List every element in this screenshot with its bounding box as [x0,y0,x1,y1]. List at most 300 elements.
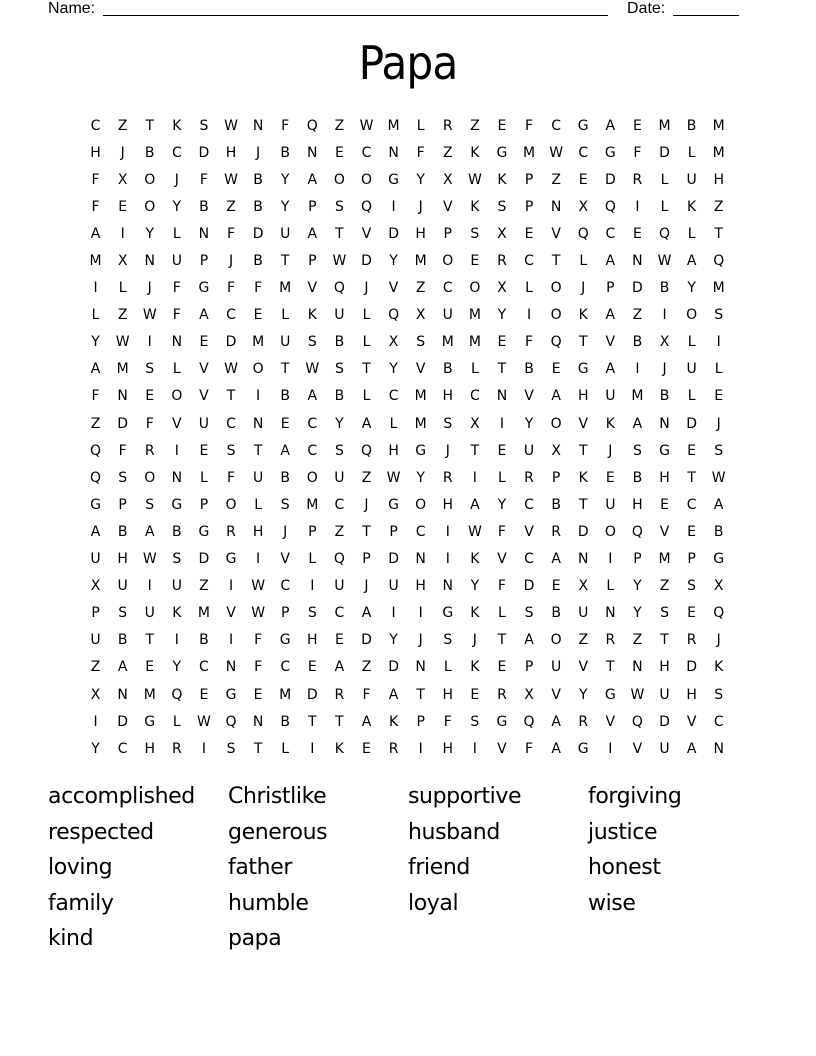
grid-letter[interactable]: D [225,334,237,351]
grid-letter[interactable]: V [605,334,616,351]
grid-letter[interactable]: J [716,632,721,649]
grid-letter[interactable]: Q [90,469,102,486]
grid-letter[interactable]: G [198,280,210,297]
grid-letter[interactable]: O [306,469,318,486]
grid-letter[interactable]: N [252,713,264,730]
grid-letter[interactable]: F [254,280,263,297]
grid-letter[interactable]: F [497,578,506,595]
grid-letter[interactable]: K [714,659,724,676]
grid-letter[interactable]: J [418,198,423,215]
grid-letter[interactable]: U [659,740,670,757]
grid-letter[interactable]: F [145,415,154,432]
grid-letter[interactable]: X [470,415,480,432]
grid-letter[interactable]: A [388,686,399,703]
grid-letter[interactable]: I [256,551,261,568]
grid-letter[interactable]: C [686,496,697,513]
grid-letter[interactable]: P [551,469,561,486]
grid-letter[interactable]: L [498,469,506,486]
grid-letter[interactable]: A [524,632,534,649]
grid-letter[interactable]: N [442,578,453,595]
grid-letter[interactable]: V [551,686,561,703]
grid-letter[interactable]: I [256,388,261,405]
grid-letter[interactable]: G [604,144,616,161]
grid-letter[interactable]: D [198,144,210,161]
grid-letter[interactable]: L [606,578,615,595]
grid-letter[interactable]: I [174,442,179,459]
grid-letter[interactable]: E [687,523,697,540]
grid-letter[interactable]: I [499,415,505,432]
grid-letter[interactable]: D [117,713,129,730]
grid-letter[interactable]: S [145,361,155,378]
grid-letter[interactable]: Q [360,198,372,215]
grid-letter[interactable]: M [252,334,265,351]
grid-letter[interactable]: T [660,632,669,649]
grid-letter[interactable]: U [171,253,182,270]
grid-letter[interactable]: B [632,469,643,486]
grid-letter[interactable]: X [578,578,589,595]
grid-letter[interactable]: W [549,144,564,161]
grid-letter[interactable]: I [120,225,125,242]
grid-letter[interactable]: S [307,334,317,351]
grid-letter[interactable]: J [228,253,234,270]
grid-letter[interactable]: C [117,740,128,757]
grid-letter[interactable]: P [524,171,534,188]
grid-letter[interactable]: Z [361,469,372,486]
grid-letter[interactable]: E [307,659,317,676]
grid-letter[interactable]: D [252,225,264,242]
grid-letter[interactable]: B [117,632,128,649]
grid-letter[interactable]: G [388,496,399,513]
grid-letter[interactable]: D [306,686,318,703]
grid-letter[interactable]: J [147,280,152,297]
grid-letter[interactable]: G [713,551,725,568]
grid-letter[interactable]: K [687,198,697,215]
grid-letter[interactable]: W [142,551,157,568]
grid-letter[interactable]: G [415,442,427,459]
grid-letter[interactable]: X [117,171,128,188]
grid-letter[interactable]: P [362,551,371,568]
grid-letter[interactable]: E [632,225,642,242]
grid-letter[interactable]: N [225,659,237,676]
grid-letter[interactable]: Z [442,144,453,161]
grid-letter[interactable]: C [469,388,480,405]
grid-letter[interactable]: V [686,713,697,730]
grid-letter[interactable]: T [362,361,371,378]
grid-letter[interactable]: E [524,225,534,242]
grid-letter[interactable]: I [662,307,667,324]
grid-letter[interactable]: O [144,469,156,486]
grid-letter[interactable]: I [228,632,234,649]
grid-letter[interactable]: T [578,442,588,459]
grid-letter[interactable]: M [441,334,454,351]
grid-letter[interactable]: V [497,551,507,568]
grid-letter[interactable]: V [524,388,534,405]
grid-letter[interactable]: U [551,659,562,676]
grid-letter[interactable]: E [578,171,588,188]
grid-letter[interactable]: H [252,523,264,540]
grid-letter[interactable]: X [713,578,724,595]
grid-letter[interactable]: V [307,280,318,297]
grid-letter[interactable]: E [605,469,615,486]
grid-letter[interactable]: B [172,523,182,540]
grid-letter[interactable]: D [198,551,210,568]
grid-letter[interactable]: Y [280,171,290,188]
grid-letter[interactable]: M [197,605,210,622]
grid-letter[interactable]: Z [90,415,101,432]
grid-letter[interactable]: C [199,659,209,676]
grid-letter[interactable]: E [551,578,561,595]
grid-letter[interactable]: M [631,388,644,405]
grid-letter[interactable]: A [361,605,372,622]
grid-letter[interactable]: E [118,198,128,215]
grid-letter[interactable]: W [386,469,401,486]
grid-letter[interactable]: Y [389,253,398,270]
grid-letter[interactable]: L [416,117,425,134]
grid-letter[interactable]: N [171,469,183,486]
grid-letter[interactable]: L [470,361,479,378]
grid-letter[interactable]: F [525,740,534,757]
grid-letter[interactable]: H [90,144,101,161]
grid-letter[interactable]: E [145,659,155,676]
grid-letter[interactable]: I [716,334,721,351]
grid-letter[interactable]: I [472,740,477,757]
grid-letter[interactable]: S [497,198,507,215]
grid-letter[interactable]: F [172,280,181,297]
grid-letter[interactable]: X [524,686,534,703]
grid-letter[interactable]: T [470,442,480,459]
grid-letter[interactable]: U [686,361,697,378]
grid-letter[interactable]: R [442,117,453,134]
grid-letter[interactable]: C [551,117,562,134]
grid-letter[interactable]: E [334,144,344,161]
grid-letter[interactable]: T [687,469,696,486]
grid-letter[interactable]: L [362,334,371,351]
grid-letter[interactable]: I [201,740,206,757]
grid-letter[interactable]: U [117,578,128,595]
grid-letter[interactable]: I [445,551,450,568]
grid-letter[interactable]: Z [415,280,426,297]
grid-letter[interactable]: Z [117,307,128,324]
grid-letter[interactable]: B [253,171,263,188]
grid-letter[interactable]: U [334,307,345,324]
grid-letter[interactable]: B [442,361,453,378]
grid-letter[interactable]: R [144,442,155,459]
grid-letter[interactable]: F [254,659,263,676]
grid-letter[interactable]: P [443,225,452,242]
grid-letter[interactable]: A [90,225,101,242]
grid-letter[interactable]: I [608,740,613,757]
grid-letter[interactable]: H [442,496,454,513]
grid-letter[interactable]: J [608,442,613,459]
grid-letter[interactable]: B [713,523,724,540]
grid-letter[interactable]: S [470,713,480,730]
grid-letter[interactable]: E [497,659,507,676]
grid-letter[interactable]: Q [333,551,345,568]
grid-letter[interactable]: B [280,388,290,405]
grid-letter[interactable]: N [198,225,210,242]
grid-letter[interactable]: T [551,253,561,270]
grid-letter[interactable]: L [687,388,696,405]
grid-letter[interactable]: H [659,659,670,676]
grid-letter[interactable]: B [632,334,643,351]
grid-letter[interactable]: T [335,225,344,242]
grid-letter[interactable]: Z [117,117,128,134]
grid-letter[interactable]: N [496,388,508,405]
grid-letter[interactable]: P [308,198,317,215]
grid-letter[interactable]: O [333,171,345,188]
grid-letter[interactable]: T [280,253,290,270]
grid-letter[interactable]: L [525,280,533,297]
grid-letter[interactable]: T [497,632,507,649]
grid-letter[interactable]: S [632,442,642,459]
grid-letter[interactable]: D [577,523,589,540]
grid-letter[interactable]: Z [551,171,561,188]
grid-letter[interactable]: N [415,551,426,568]
grid-letter[interactable]: W [224,117,238,134]
grid-letter[interactable]: I [228,578,234,595]
grid-letter[interactable]: L [91,307,100,324]
grid-letter[interactable]: D [523,578,535,595]
grid-letter[interactable]: J [256,144,261,161]
grid-letter[interactable]: L [118,280,127,297]
grid-letter[interactable]: Y [172,659,182,676]
grid-letter[interactable]: E [660,496,669,513]
grid-letter[interactable]: Q [604,198,616,215]
grid-letter[interactable]: W [467,171,482,188]
grid-letter[interactable]: F [362,686,371,703]
grid-letter[interactable]: H [442,686,454,703]
grid-letter[interactable]: R [171,740,182,757]
grid-letter[interactable]: O [442,253,454,270]
grid-letter[interactable]: O [469,280,481,297]
grid-letter[interactable]: L [660,171,669,188]
grid-letter[interactable]: M [712,117,725,134]
grid-letter[interactable]: C [713,713,724,730]
grid-letter[interactable]: Q [523,713,535,730]
grid-letter[interactable]: E [687,605,697,622]
grid-letter[interactable]: A [686,740,697,757]
grid-letter[interactable]: L [498,605,506,622]
grid-letter[interactable]: Q [360,442,372,459]
grid-letter[interactable]: W [630,686,645,703]
grid-letter[interactable]: G [90,496,101,513]
grid-letter[interactable]: Z [90,659,101,676]
grid-letter[interactable]: U [578,605,589,622]
grid-letter[interactable]: I [635,198,640,215]
grid-letter[interactable]: B [253,198,263,215]
grid-letter[interactable]: F [633,144,642,161]
grid-letter[interactable]: O [686,307,698,324]
grid-letter[interactable]: O [144,171,156,188]
grid-letter[interactable]: O [360,171,372,188]
grid-letter[interactable]: S [172,551,182,568]
grid-letter[interactable]: F [443,713,452,730]
grid-letter[interactable]: J [283,523,288,540]
grid-letter[interactable]: P [687,551,696,568]
grid-letter[interactable]: W [251,578,266,595]
grid-letter[interactable]: S [714,686,724,703]
grid-letter[interactable]: W [332,253,347,270]
grid-letter[interactable]: A [605,307,616,324]
grid-letter[interactable]: A [713,496,724,513]
grid-letter[interactable]: Q [631,713,643,730]
grid-letter[interactable]: B [551,496,561,513]
grid-letter[interactable]: U [334,469,345,486]
grid-letter[interactable]: U [280,225,291,242]
grid-letter[interactable]: E [280,415,290,432]
grid-letter[interactable]: I [472,469,477,486]
grid-letter[interactable]: Z [713,198,724,215]
grid-letter[interactable]: I [635,361,640,378]
grid-letter[interactable]: Y [389,632,398,649]
grid-letter[interactable]: C [605,225,616,242]
grid-letter[interactable]: T [145,632,155,649]
grid-letter[interactable]: R [497,253,507,270]
grid-letter[interactable]: C [280,659,291,676]
grid-letter[interactable]: D [632,280,643,297]
grid-letter[interactable]: C [171,144,182,161]
grid-letter[interactable]: O [550,632,562,649]
grid-letter[interactable]: D [361,632,372,649]
grid-letter[interactable]: Q [713,253,725,270]
grid-letter[interactable]: M [414,388,427,405]
grid-letter[interactable]: O [550,280,562,297]
grid-letter[interactable]: G [279,632,291,649]
grid-letter[interactable]: N [144,253,155,270]
grid-letter[interactable]: V [497,740,507,757]
grid-letter[interactable]: E [714,388,724,405]
grid-letter[interactable]: A [90,361,101,378]
grid-letter[interactable]: J [418,632,423,649]
grid-letter[interactable]: X [578,198,589,215]
grid-letter[interactable]: Z [578,632,589,649]
grid-letter[interactable]: M [468,307,481,324]
grid-letter[interactable]: E [497,117,507,134]
grid-letter[interactable]: J [716,415,721,432]
grid-letter[interactable]: M [387,117,400,134]
grid-letter[interactable]: A [605,253,616,270]
grid-letter[interactable]: T [226,388,236,405]
grid-letter[interactable]: L [687,144,696,161]
grid-letter[interactable]: A [334,659,345,676]
grid-letter[interactable]: I [147,334,152,351]
grid-letter[interactable]: F [525,117,534,134]
grid-letter[interactable]: M [468,334,481,351]
grid-letter[interactable]: E [497,442,507,459]
grid-letter[interactable]: H [686,686,697,703]
grid-letter[interactable]: K [578,307,588,324]
grid-letter[interactable]: U [686,171,697,188]
grid-letter[interactable]: M [523,144,536,161]
grid-letter[interactable]: M [89,253,102,270]
grid-letter[interactable]: N [117,686,128,703]
grid-letter[interactable]: B [551,605,561,622]
grid-letter[interactable]: Q [306,117,318,134]
grid-letter[interactable]: O [604,523,616,540]
grid-letter[interactable]: G [496,144,508,161]
grid-letter[interactable]: E [145,388,155,405]
grid-letter[interactable]: R [442,469,453,486]
grid-letter[interactable]: S [118,605,128,622]
grid-letter[interactable]: U [90,632,101,649]
grid-letter[interactable]: T [308,713,317,730]
grid-letter[interactable]: L [254,496,263,513]
grid-letter[interactable]: B [253,253,263,270]
grid-letter[interactable]: A [307,171,318,188]
grid-letter[interactable]: G [198,523,210,540]
grid-letter[interactable]: N [713,740,724,757]
grid-letter[interactable]: L [281,740,290,757]
grid-letter[interactable]: K [307,307,317,324]
grid-letter[interactable]: P [606,280,615,297]
grid-letter[interactable]: V [199,388,209,405]
grid-letter[interactable]: V [578,659,589,676]
grid-letter[interactable]: Y [389,361,398,378]
grid-letter[interactable]: P [308,253,317,270]
grid-letter[interactable]: G [577,361,589,378]
grid-letter[interactable]: D [686,659,697,676]
grid-letter[interactable]: T [714,225,723,242]
grid-letter[interactable]: Z [334,117,345,134]
grid-letter[interactable]: U [144,605,155,622]
grid-letter[interactable]: V [199,361,209,378]
grid-letter[interactable]: W [224,361,238,378]
grid-letter[interactable]: X [90,578,101,595]
grid-letter[interactable]: V [442,198,453,215]
grid-letter[interactable]: P [633,551,642,568]
grid-letter[interactable]: N [252,117,264,134]
grid-letter[interactable]: F [199,171,208,188]
grid-letter[interactable]: M [116,361,129,378]
grid-letter[interactable]: K [334,740,344,757]
grid-letter[interactable]: N [632,253,643,270]
grid-letter[interactable]: E [470,686,480,703]
grid-letter[interactable]: C [334,605,345,622]
grid-letter[interactable]: T [497,361,507,378]
grid-letter[interactable]: T [280,361,290,378]
grid-letter[interactable]: I [418,740,423,757]
grid-letter[interactable]: C [388,388,399,405]
grid-letter[interactable]: J [364,280,369,297]
grid-letter[interactable]: C [280,578,291,595]
grid-letter[interactable]: A [551,551,561,568]
grid-letter[interactable]: Y [497,496,507,513]
grid-letter[interactable]: F [254,632,263,649]
grid-letter[interactable]: I [147,578,152,595]
grid-letter[interactable]: Q [388,307,400,324]
grid-letter[interactable]: P [199,253,209,270]
grid-letter[interactable]: U [198,415,210,432]
grid-letter[interactable]: H [659,469,670,486]
grid-letter[interactable]: P [389,523,398,540]
grid-letter[interactable]: O [144,198,156,215]
grid-letter[interactable]: V [415,361,426,378]
grid-letter[interactable]: Z [334,523,345,540]
grid-letter[interactable]: J [120,144,125,161]
grid-letter[interactable]: X [388,334,399,351]
grid-letter[interactable]: G [659,442,670,459]
grid-letter[interactable]: U [388,578,399,595]
grid-letter[interactable]: A [551,388,561,405]
grid-letter[interactable]: F [226,280,236,297]
grid-letter[interactable]: G [388,171,399,188]
grid-letter[interactable]: L [660,198,669,215]
grid-letter[interactable]: C [307,442,318,459]
grid-letter[interactable]: L [687,334,696,351]
grid-letter[interactable]: K [470,551,480,568]
grid-letter[interactable]: O [415,496,427,513]
grid-letter[interactable]: W [359,117,374,134]
